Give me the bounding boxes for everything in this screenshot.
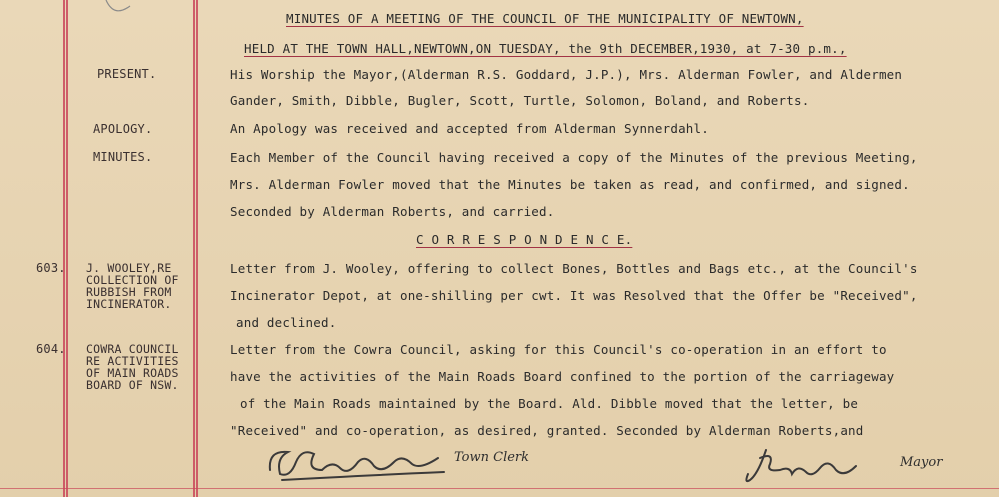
item-text-line: Letter from the Cowra Council, asking for this Council's co-operation in an effort to [230,342,887,357]
mayor-signature [740,444,880,488]
apology-text: An Apology was received and accepted from Alderman Synnerdahl. [230,121,709,136]
bottom-rule [0,488,999,489]
item-text-line: and declined. [236,315,337,330]
town-clerk-label: Town Clerk [454,450,530,465]
header-title-line1: MINUTES OF A MEETING OF THE COUNCIL OF THE MUNICIPALITY OF NEWTOWN, [286,11,804,26]
item-text-line: Letter from J. Wooley, offering to collect Bones, Bottles and Bags etc., at the Council's [230,261,918,276]
correspondence-heading: C O R R E S P O N D E N C E. [416,232,633,247]
item-number: 603. [36,261,66,275]
item-label-line: OF MAIN ROADS [86,366,179,380]
item-label-line: J. WOOLEY,RE [86,261,172,275]
item-text-line: "Received" and co-operation, as desired, granted. Seconded by Alderman Roberts,and [230,423,864,438]
present-line1: His Worship the Mayor,(Alderman R.S. Goddard, J.P.), Mrs. Alderman Fowler, and Aldermen [230,67,903,82]
item-number: 604. [36,342,66,356]
apology-label: APOLOGY. [93,122,153,136]
margin-rule-left-2 [66,0,68,497]
pencil-mark-icon [100,0,140,24]
item-label-line: RUBBISH FROM [86,285,172,299]
item-text-line: of the Main Roads maintained by the Board. Ald. Dibble moved that the letter, be [240,396,859,411]
minutes-line3: Seconded by Alderman Roberts, and carried. [230,204,555,219]
mayor-label: Mayor [900,455,943,470]
item-text-line: have the activities of the Main Roads Board confined to the portion of the carriageway [230,369,895,384]
margin-rule-left [63,0,65,497]
header-title-line2: HELD AT THE TOWN HALL,NEWTOWN,ON TUESDAY, the 9th DECEMBER,1930, at 7-30 p.m., [244,41,847,56]
present-line2: Gander, Smith, Dibble, Bugler, Scott, Turtle, Solomon, Boland, and Roberts. [230,93,810,108]
item-label-line: BOARD OF NSW. [86,378,179,392]
margin-rule-right-2 [196,0,198,497]
item-label-line: RE ACTIVITIES [86,354,179,368]
item-text-line: Incinerator Depot, at one-shilling per cwt. It was Resolved that the Offer be "Received", [230,288,918,303]
minutes-line1: Each Member of the Council having received a copy of the Minutes of the previous Meeting, [230,150,918,165]
item-label-line: INCINERATOR. [86,297,172,311]
minutes-line2: Mrs. Alderman Fowler moved that the Minutes be taken as read, and confirmed, and signed. [230,177,910,192]
minutes-label: MINUTES. [93,150,153,164]
item-label-line: COWRA COUNCIL [86,342,179,356]
town-clerk-signature [262,440,462,486]
present-label: PRESENT. [97,67,157,81]
item-label-line: COLLECTION OF [86,273,179,287]
margin-rule-right [193,0,195,497]
